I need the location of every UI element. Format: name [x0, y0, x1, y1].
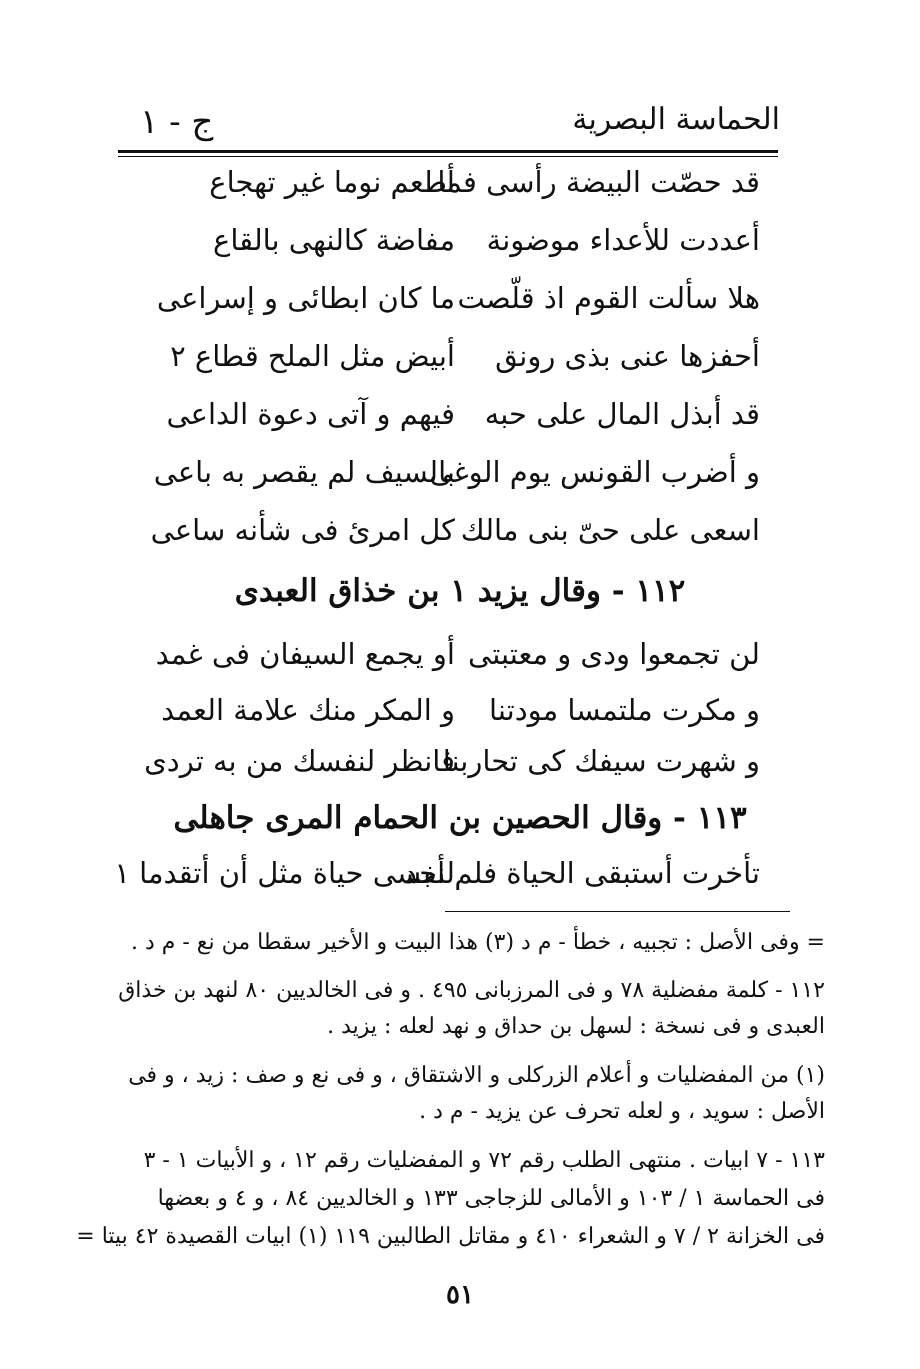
verse-line	[114, 856, 770, 906]
verse-first-hemistich: هلا سألت القوم اذ قلّصت	[457, 281, 760, 315]
verse-second-hemistich: ما كان ابطائى و إسراعى	[156, 281, 455, 315]
footnote-separator	[445, 911, 790, 912]
verse-second-hemistich: فانظر لنفسك من به تردى	[144, 744, 455, 778]
verse-line	[150, 455, 770, 505]
verse-first-hemistich: تأخرت أستبقى الحياة فلم أجد	[403, 856, 760, 890]
verse-line	[150, 223, 770, 273]
verse-second-hemistich: أطعم نوما غير تهجاع	[209, 165, 455, 199]
footnote-line: العبدى و فى نسخة : لسهل بن حداق و نهد لعله : يزيد .	[327, 1014, 825, 1039]
verse-line	[150, 339, 770, 389]
verse-first-hemistich: و أضرب القونس يوم الوغى	[429, 455, 760, 489]
verse-line	[150, 693, 770, 743]
verse-second-hemistich: لنفسى حياة مثل أن أتقدما ١	[114, 856, 455, 890]
footnote-line: ١١٣ - ٧ ابيات . منتهى الطلب رقم ٧٢ و المفضليات رقم ١٢ ، و الأبيات ١ - ٣	[143, 1148, 825, 1173]
verse-first-hemistich: و مكرت ملتمسا مودتنا	[489, 693, 760, 727]
verse-first-hemistich: و شهرت سيفك كى تحاربنا	[442, 744, 760, 778]
verse-line	[150, 397, 770, 447]
verse-second-hemistich: فيهم و آتى دعوة الداعى	[166, 397, 455, 431]
verse-line	[150, 281, 770, 331]
part-label: ج - ١	[140, 102, 214, 142]
footnote-line: فى الخزانة ٢ / ٧ و الشعراء ٤١٠ و مقاتل الطالبين ١١٩ (١) ابيات القصيدة ٤٢ بيتا =	[76, 1224, 825, 1249]
verse-first-hemistich: أحفزها عنى بذى رونق	[495, 339, 760, 373]
verse-line	[150, 165, 770, 215]
footnote-line: = وفى الأصل : تجبيه ، خطأ - م د (٣) هذا البيت و الأخير سقطا من نع - م د .	[130, 930, 825, 955]
verse-first-hemistich: أعددت للأعداء موضونة	[486, 223, 760, 257]
verse-second-hemistich: مفاضة كالنهى بالقاع	[213, 223, 455, 257]
header-rule-thick	[118, 150, 778, 153]
verse-second-hemistich: و المكر منك علامة العمد	[161, 693, 455, 727]
verse-second-hemistich: بالسيف لم يقصر به باعى	[153, 455, 455, 489]
verse-second-hemistich: أو يجمع السيفان فى غمد	[155, 637, 455, 671]
header-rule-thin	[118, 156, 778, 157]
page-header	[120, 92, 800, 152]
verse-first-hemistich: لن تجمعوا ودى و معتبتى	[468, 637, 760, 671]
verse-first-hemistich: اسعى على حىّ بنى مالك	[460, 513, 760, 547]
footnote-line: فى الحماسة ١ / ١٠٣ و الأمالى للزجاجى ١٣٣ و الخالديين ٨٤ ، و ٤ و بعضها	[157, 1186, 825, 1211]
verse-line	[144, 744, 770, 794]
verse-first-hemistich: قد حصّت البيضة رأسى فما	[437, 165, 760, 199]
verse-second-hemistich: أبيض مثل الملح قطاع ٢	[170, 339, 455, 373]
page-number: ٥١	[446, 1280, 474, 1310]
poem-heading-113: ١١٣ - وقال الحصين بن الحمام المرى جاهلى	[173, 800, 747, 836]
footnote-line: ١١٢ - كلمة مفضلية ٧٨ و فى المرزبانى ٤٩٥ . و فى الخالديين ٨٠ لنهد بن خذاق	[118, 978, 825, 1003]
poem-heading-112: ١١٢ - وقال يزيد ١ بن خذاق العبدى	[234, 573, 686, 609]
footnote-line: (١) من المفضليات و أعلام الزركلى و الاشتقاق ، و فى نع و صف : زيد ، و فى	[128, 1063, 825, 1088]
verse-first-hemistich: قد أبذل المال على حبه	[484, 397, 760, 431]
running-title: الحماسة البصرية	[572, 102, 780, 137]
verse-line	[150, 513, 770, 563]
verse-second-hemistich: كل امرئ فى شأنه ساعى	[150, 513, 455, 547]
footnote-line: الأصل : سويد ، و لعله تحرف عن يزيد - م د .	[419, 1099, 825, 1124]
verse-line	[150, 637, 770, 687]
